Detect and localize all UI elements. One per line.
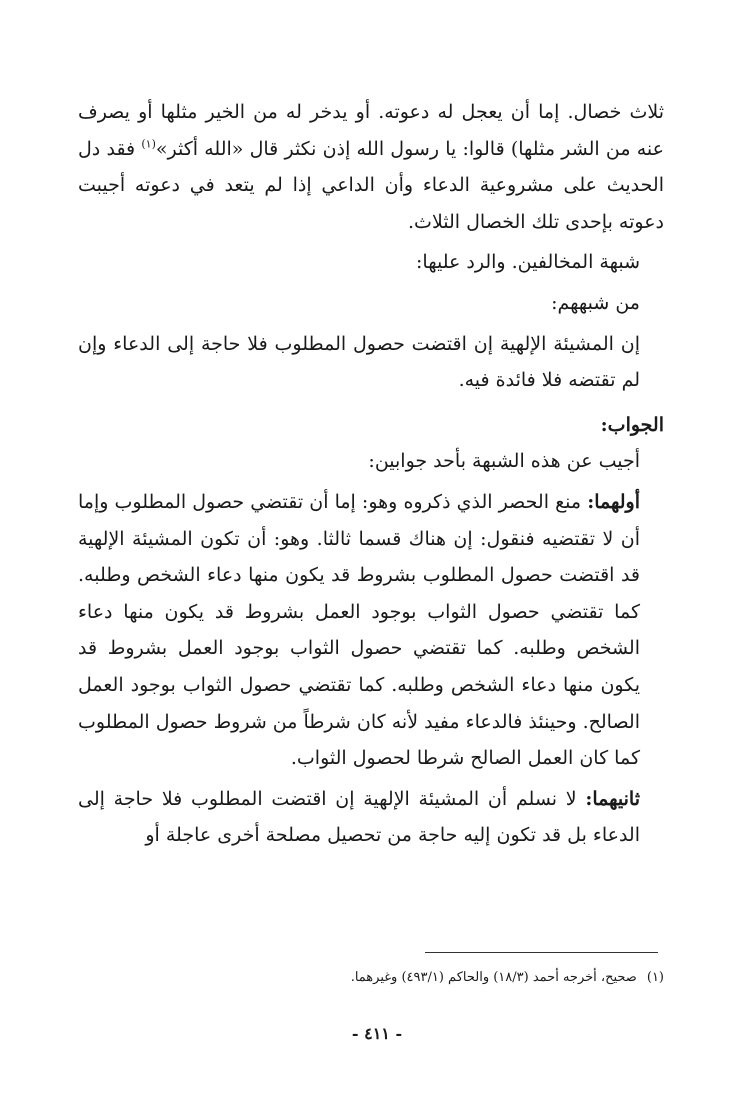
objection-text: إن المشيئة الإلهية إن اقتضت حصول المطلوب فلا حاجة إلى الدعاء وإن لم تقتضه فلا فائدة فيه. [78, 332, 640, 392]
objections-intro: من شبههم: [551, 291, 640, 314]
answer-intro: أجيب عن هذه الشبهة بأحد جوابين: [368, 450, 640, 473]
first-answer-label: أولهما: [587, 490, 640, 513]
page-number: - ٤١١ - [351, 1024, 403, 1043]
footnote-text: صحيح، أخرجه أحمد (١٨/٣) والحاكم (٤٩٣/١) وغيرهما. [350, 970, 637, 985]
second-answer [78, 781, 664, 854]
answer-heading: الجواب: [600, 413, 664, 436]
footnote-number: (١) [646, 970, 664, 985]
footnote-reference: (١) [141, 137, 156, 151]
first-answer [78, 484, 664, 777]
footnote-separator [425, 952, 658, 953]
second-answer-text: لا نسلم أن المشيئة الإلهية إن اقتضت المطلوب فلا حاجة إلى الدعاء بل قد تكون إليه حاجة من تحصيل مصلحة أخرى عاجلة أو [78, 787, 640, 847]
hadith-text: ثلاث خصال. إما أن يعجل له دعوته. أو يدخر له من الخير مثلها أو يصرف عنه من الشر مثلها) قالوا: يا رسول الله إذن نكثر قال «الله أكثر» [78, 101, 665, 160]
footnote [78, 968, 664, 988]
first-answer-text: منع الحصر الذي ذكروه وهو: إما أن تقتضي حصول المطلوب وإما أن لا تقتضيه فنقول: إن هناك قسما ثالثا. وهو: أن تكون المشيئة الإلهية قد اقتضت حصول المطلوب بشروط قد يكون منها دعاء الشخص وطلبه. كما تقتضي حصول الثواب بوجود العمل بشروط قد يكون منها دعاء الشخص وطلبه. كما تقتضي حصول الثواب بوجود العمل بشروط قد يكون منها دعاء الشخص وطلبه. كما تقتضي حصول الثواب بوجود العمل الصالح. وحينئذ فالدعاء مفيد لأنه كان شرطاً من شروط حصول المطلوب كما كان العمل الصالح شرطا لحصول الثواب. [78, 490, 640, 770]
section-heading-objection: شبهة المخالفين. والرد عليها: [416, 251, 640, 274]
second-answer-label: ثانيهما: [585, 787, 640, 810]
paragraph-hadith [78, 94, 664, 240]
main-text [78, 94, 664, 854]
hadith-conclusion: فقد دل الحديث على مشروعية الدعاء وأن الداعي إذا لم يتعد في دعوته أجيبت دعوته بإحدى تلك الخصال الثلاث. [78, 137, 664, 233]
